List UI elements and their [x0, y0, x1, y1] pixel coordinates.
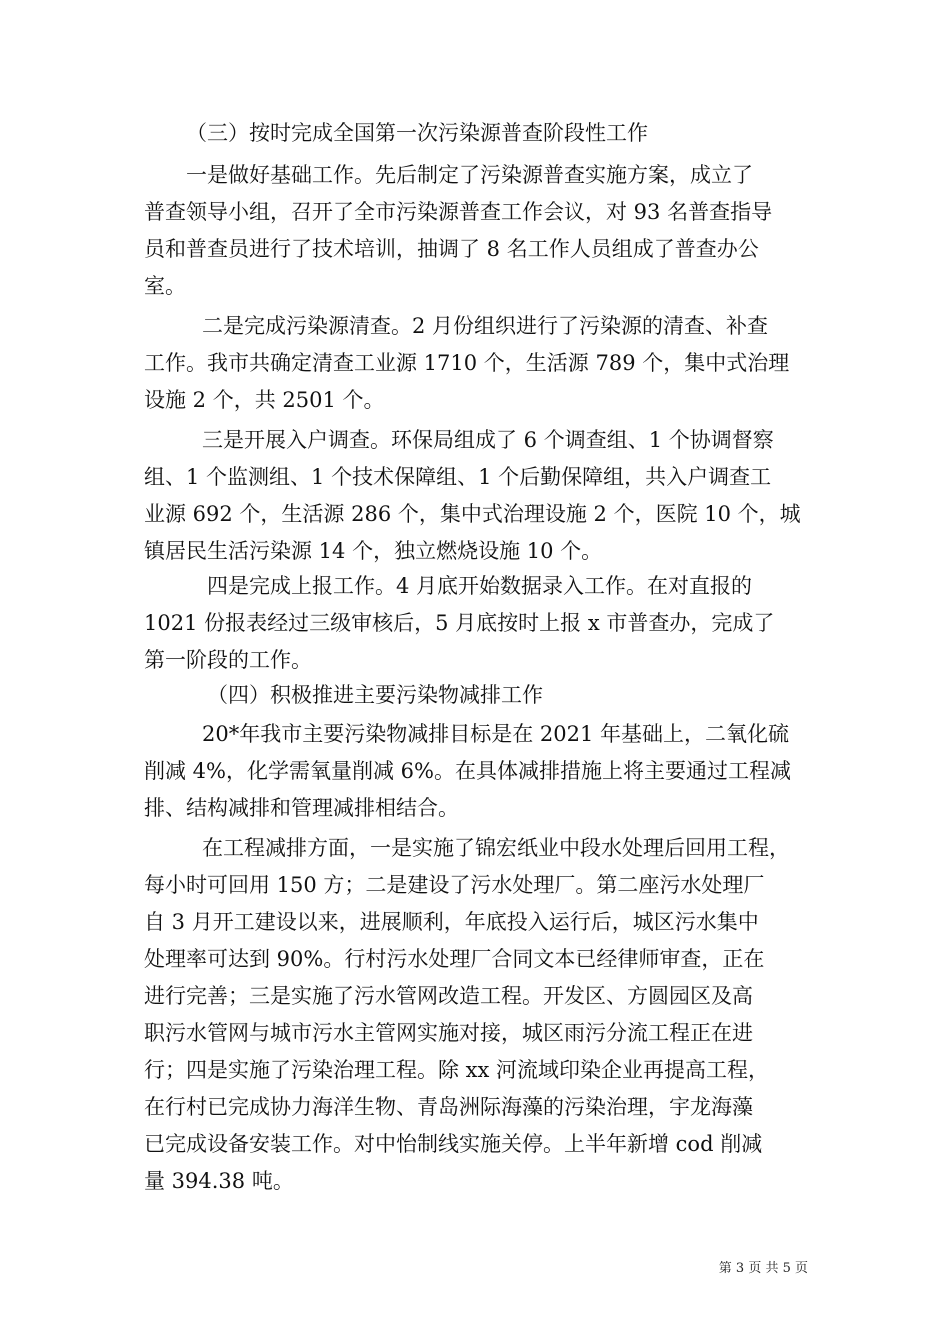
paragraph-line: 在行村已完成协力海洋生物、青岛洲际海藻的污染治理，宇龙海藻	[144, 1095, 753, 1119]
section-heading-4: （四）积极推进主要污染物减排工作	[207, 683, 543, 707]
paragraph-line: 量 394.38 吨。	[144, 1169, 294, 1193]
paragraph-line: 组、1 个监测组、1 个技术保障组、1 个后勤保障组，共入户调查工	[144, 465, 772, 489]
paragraph-line: 在工程减排方面，一是实施了锦宏纸业中段水处理后回用工程，	[202, 836, 790, 860]
paragraph-line: 每小时可回用 150 方；二是建设了污水处理厂。第二座污水处理厂	[144, 873, 765, 897]
paragraph-line: 处理率可达到 90%。行村污水处理厂合同文本已经律师审查，正在	[144, 947, 765, 971]
paragraph-line: 设施 2 个，共 2501 个。	[144, 388, 385, 412]
paragraph-line: 1021 份报表经过三级审核后，5 月底按时上报 x 市普查办，完成了	[144, 611, 775, 635]
paragraph-line: 普查领导小组，召开了全市污染源普查工作会议，对 93 名普查指导	[144, 200, 773, 224]
page-number-footer: 第 3 页 共 5 页	[718, 1261, 808, 1276]
paragraph-line: 自 3 月开工建设以来，进展顺利，年底投入运行后，城区污水集中	[144, 910, 759, 934]
paragraph-line: 员和普查员进行了技术培训，抽调了 8 名工作人员组成了普查办公	[144, 237, 759, 261]
section-heading-3: （三）按时完成全国第一次污染源普查阶段性工作	[186, 121, 648, 145]
paragraph-line: 二是完成污染源清查。2 月份组织进行了污染源的清查、补查	[202, 314, 769, 338]
paragraph-line: 工作。我市共确定清查工业源 1710 个，生活源 789 个，集中式治理	[144, 351, 790, 375]
paragraph-line: 削减 4%，化学需氧量削减 6%。在具体减排措施上将主要通过工程减	[144, 759, 791, 783]
paragraph-line: 镇居民生活污染源 14 个，独立燃烧设施 10 个。	[144, 539, 603, 563]
paragraph-line: 进行完善；三是实施了污水管网改造工程。开发区、方圆园区及高	[144, 984, 753, 1008]
paragraph-line: 职污水管网与城市污水主管网实施对接，城区雨污分流工程正在进	[144, 1021, 753, 1045]
paragraph-line: 室。	[144, 274, 186, 298]
paragraph-line: 排、结构减排和管理减排相结合。	[144, 796, 459, 820]
paragraph-line: 20*年我市主要污染物减排目标是在 2021 年基础上，二氧化硫	[202, 722, 790, 746]
paragraph-line: 行；四是实施了污染治理工程。除 xx 河流域印染企业再提高工程，	[144, 1058, 770, 1082]
paragraph-line: 一是做好基础工作。先后制定了污染源普查实施方案，成立了	[186, 163, 753, 187]
paragraph-line: 已完成设备安装工作。对中怡制线实施关停。上半年新增 cod 削减	[144, 1132, 763, 1156]
paragraph-line: 三是开展入户调查。环保局组成了 6 个调查组、1 个协调督察	[202, 428, 774, 452]
paragraph-line: 第一阶段的工作。	[144, 648, 312, 672]
paragraph-line: 四是完成上报工作。4 月底开始数据录入工作。在对直报的	[207, 574, 753, 598]
paragraph-line: 业源 692 个，生活源 286 个，集中式治理设施 2 个，医院 10 个，城	[144, 502, 801, 526]
